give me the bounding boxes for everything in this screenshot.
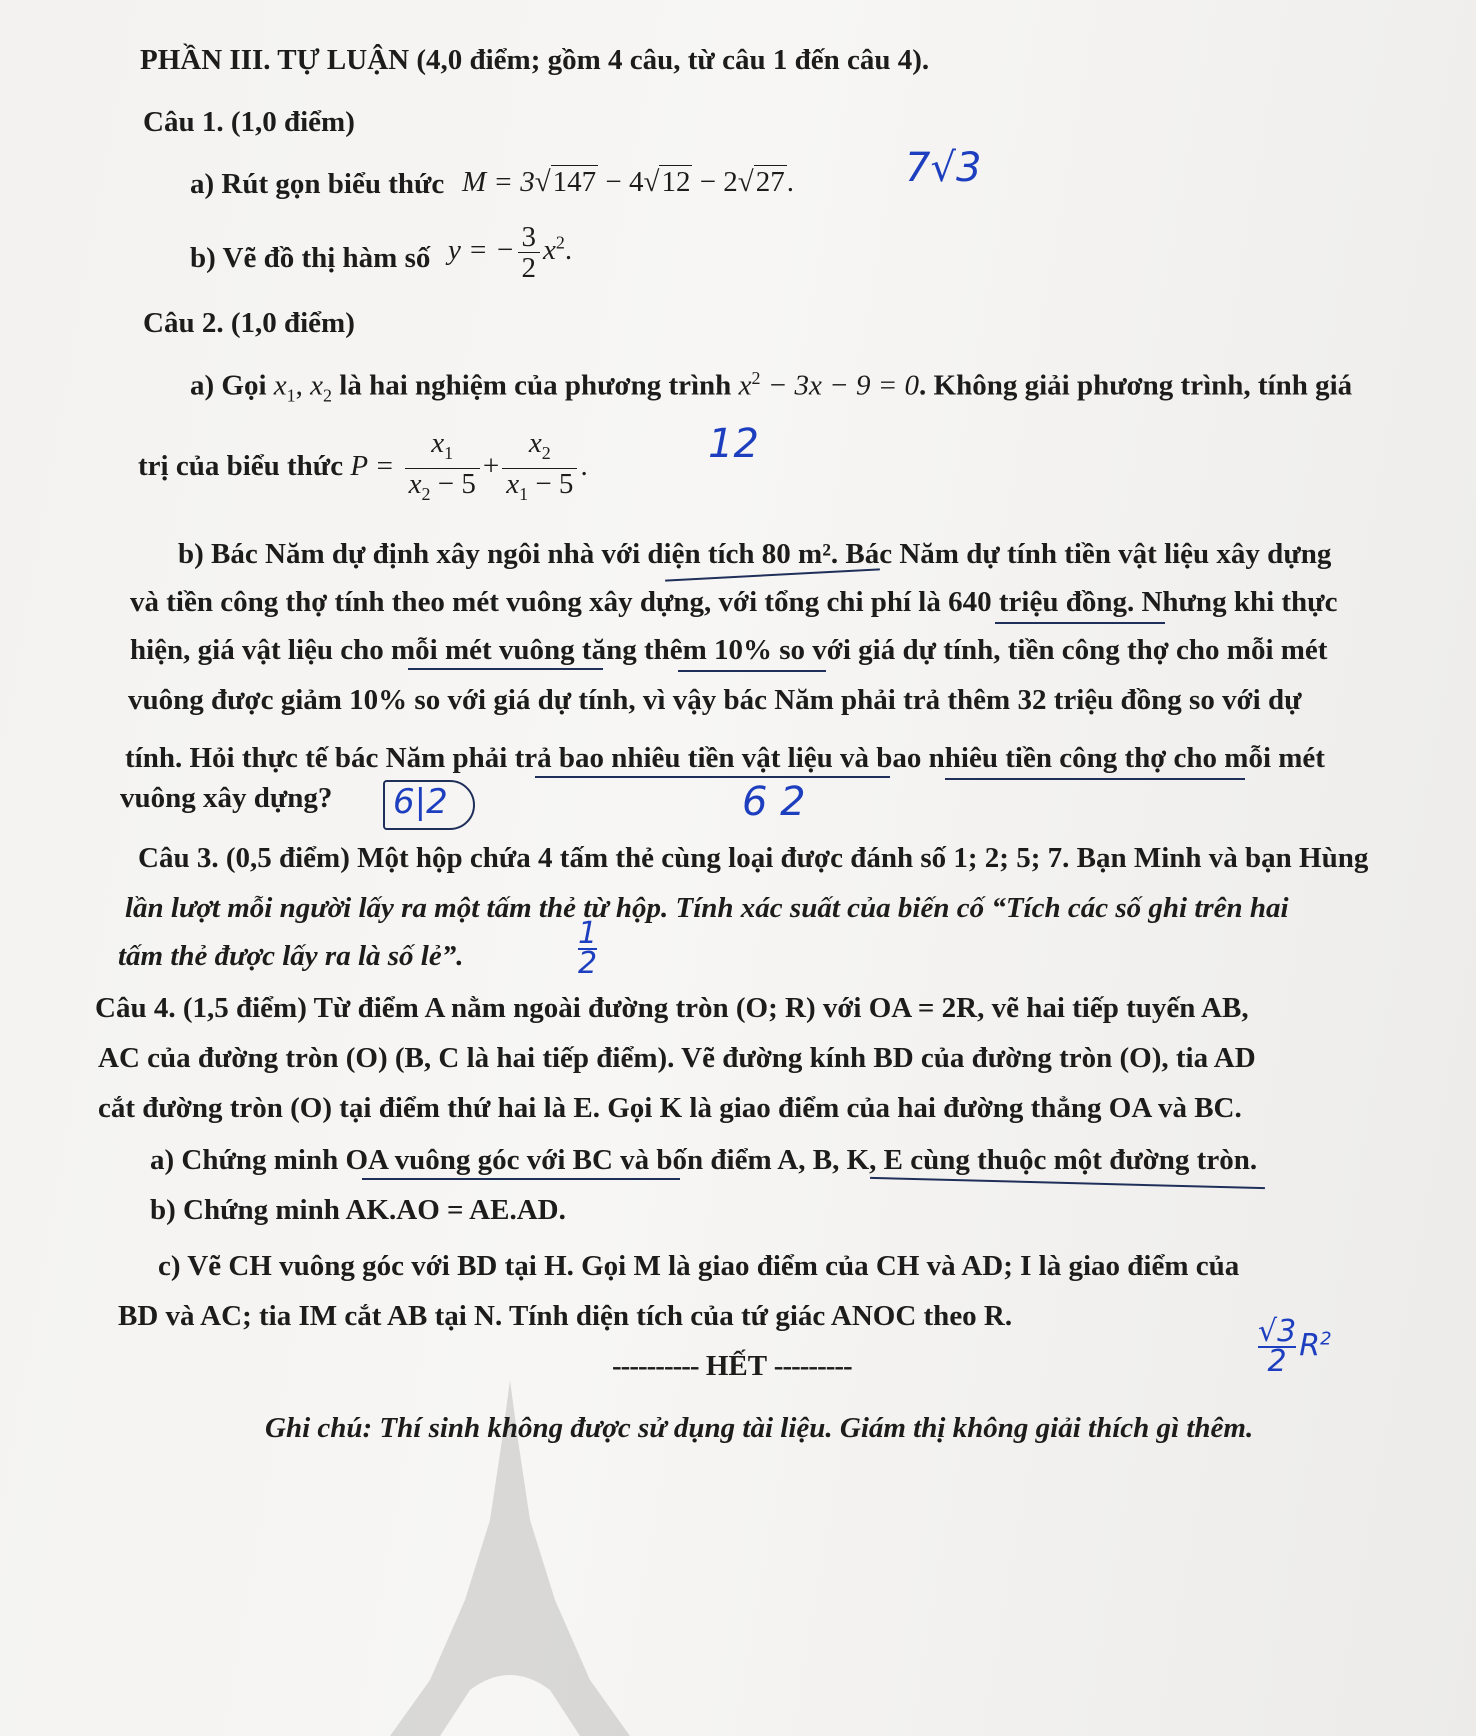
q1-b-exponent: 2 xyxy=(555,232,565,253)
q4-line-1-text: Từ điểm A nằm ngoài đường tròn (O; R) với OA = 2R, vẽ hai tiếp tuyến AB, xyxy=(306,992,1249,1024)
q1-b-label: b) Vẽ đồ thị hàm số xyxy=(190,242,431,274)
q2-a-f1-den-x: x xyxy=(408,467,422,500)
q4-heading: Câu 4. (1,5 điểm) xyxy=(95,992,307,1024)
handwritten-answer-q2b-box: 6|2 xyxy=(393,782,448,822)
q1-a-radicand-3: 27 xyxy=(755,166,785,198)
q2-a-f1-num-x: x xyxy=(431,427,445,459)
end-dash-left: ---------- xyxy=(612,1350,699,1382)
q1-b-den: 2 xyxy=(521,252,537,284)
q1-a-m-prefix: M = 3 xyxy=(462,166,535,198)
q2-a-f2-den xyxy=(502,469,577,509)
q3-line-3: tấm thẻ được lấy ra là số lẻ”. xyxy=(118,940,464,972)
underline-increase xyxy=(678,670,826,672)
q2-b-line-4: vuông được giảm 10% so với giá dự tính, vì vậy bác Năm phải trả thêm 32 triệu đồng so với dự xyxy=(128,684,1302,716)
q3-line-1-text: Một hộp chứa 4 tấm thẻ cùng loại được đánh số 1; 2; 5; 7. Bạn Minh và bạn Hùng xyxy=(349,842,1369,874)
hand-q4c-exp: 2 xyxy=(1320,1328,1332,1350)
q2-heading: Câu 2. (1,0 điểm) xyxy=(143,307,355,339)
end-dash-right: --------- xyxy=(773,1350,852,1382)
q2-a-f1-num-sub: 1 xyxy=(444,442,454,463)
q2-a-x1-sub: 1 xyxy=(286,385,296,406)
hand-q4c-r: R xyxy=(1299,1328,1321,1364)
q1-b-expression xyxy=(448,222,572,283)
underline-material-cost xyxy=(535,776,890,778)
q3-heading: Câu 3. (0,5 điểm) xyxy=(138,842,350,874)
q2-a-comma: , xyxy=(295,369,303,402)
q4-b: b) Chứng minh AK.AO = AE.AD. xyxy=(150,1194,566,1226)
q2-a-f2-num-x: x xyxy=(528,427,542,459)
q1-b-num: 3 xyxy=(518,222,541,253)
q2-a-f2-den-rest: − 5 xyxy=(528,467,574,500)
handwritten-answer-q1a: 7√3 xyxy=(905,145,982,191)
q3-line-1 xyxy=(138,840,1368,876)
underline-per-square-meter xyxy=(408,668,603,670)
q2-a-fraction-2 xyxy=(502,428,577,509)
end-text: HẾT xyxy=(705,1350,767,1382)
q2-a-mid-text: là hai nghiệm của phương trình xyxy=(339,369,732,402)
underline-oa-perpendicular xyxy=(362,1178,680,1180)
q2-a-eq-x: x xyxy=(738,369,752,402)
q2-a-f1-den xyxy=(405,469,480,509)
q2-a-eq-exp: 2 xyxy=(751,368,761,388)
q2-b-line-5: tính. Hỏi thực tế bác Năm phải trả bao nhiêu tiền vật liệu và bao nhiêu tiền công thợ cho mỗi mét xyxy=(125,742,1325,774)
q2-a-f2-den-sub: 1 xyxy=(519,483,529,504)
handwritten-answer-q2b: 6 2 xyxy=(742,779,806,825)
handwritten-answer-q4c xyxy=(1255,1314,1332,1379)
q2-a-plus: + xyxy=(482,449,500,482)
q2-a-x2-sub: 2 xyxy=(323,385,333,406)
q2-a-tail-text: . Không giải phương trình, tính giá xyxy=(919,369,1353,402)
section-title: PHẦN III. TỰ LUẬN (4,0 điểm; gồm 4 câu, từ câu 1 đến câu 4). xyxy=(140,44,930,76)
q2-a-p: P = xyxy=(350,449,395,482)
q1-a-label: a) Rút gọn biểu thức xyxy=(190,168,445,200)
end-marker xyxy=(612,1348,852,1384)
underline-concyclic xyxy=(870,1177,1265,1189)
hand-q4c-num: √3 xyxy=(1258,1314,1297,1349)
underline-labor-cost xyxy=(945,778,1245,780)
q2-a-f1-den-sub: 2 xyxy=(421,483,431,504)
q2-a-line-2 xyxy=(138,428,588,509)
q1-b-end: . xyxy=(564,234,573,267)
q2-a-f2-num-sub: 2 xyxy=(541,442,551,463)
q1-a-mid-1: − 4 xyxy=(598,166,644,198)
handwritten-answer-q3 xyxy=(578,916,598,981)
q2-a-x2: x xyxy=(310,369,324,402)
hand-q4c-den: 2 xyxy=(1267,1344,1287,1379)
q1-a-end: . xyxy=(786,166,794,198)
q1-heading: Câu 1. (1,0 điểm) xyxy=(143,106,355,138)
q3-line-2: lần lượt mỗi người lấy ra một tấm thẻ từ hộp. Tính xác suất của biến cố “Tích các số ghi trên hai xyxy=(125,892,1289,924)
q2-a-x1: x xyxy=(273,369,287,402)
q1-a-mid-2: − 2 xyxy=(692,166,738,198)
q2-a-fraction-1 xyxy=(405,428,480,509)
q4-line-1 xyxy=(95,990,1249,1026)
q2-a-f2-den-x: x xyxy=(506,467,520,500)
q2-a-end: . xyxy=(580,449,588,482)
q2-a-f1-num xyxy=(405,428,480,469)
q1-a-radicand-2: 12 xyxy=(661,166,691,198)
q2-b-line-6: vuông xây dựng? xyxy=(120,782,333,814)
q1-b-fraction xyxy=(518,222,541,283)
q4-line-2: AC của đường tròn (O) (B, C là hai tiếp điểm). Vẽ đường kính BD của đường tròn (O), tia AD xyxy=(98,1042,1256,1074)
q2-a-lead: a) Gọi xyxy=(190,369,267,402)
q4-a: a) Chứng minh OA vuông góc với BC và bốn điểm A, B, K, E cùng thuộc một đường tròn. xyxy=(150,1144,1258,1176)
q1-a-expression: M = 3√147 − 4√12 − 2√27. xyxy=(462,166,794,198)
hand-q3-den: 2 xyxy=(578,946,598,981)
footer-note: Ghi chú: Thí sinh không được sử dụng tài liệu. Giám thị không giải thích gì thêm. xyxy=(265,1412,1254,1444)
q1-b-lhs: y = − xyxy=(448,234,515,267)
q4-line-3: cắt đường tròn (O) tại điểm thứ hai là E. Gọi K là giao điểm của hai đường thẳng OA và BC. xyxy=(98,1092,1242,1124)
q2-b-line-1: b) Bác Năm dự định xây ngôi nhà với diện tích 80 m². Bác Năm dự tính tiền vật liệu xây dựng xyxy=(178,538,1332,570)
handwritten-answer-q2a: 12 xyxy=(708,421,759,467)
q2-a-eq-rest: − 3x − 9 = 0 xyxy=(760,369,920,402)
q2-a-f2-num xyxy=(502,428,577,469)
underline-total-cost xyxy=(995,622,1165,624)
q2-a-line-1 xyxy=(190,360,1352,413)
q4-c-line-1: c) Vẽ CH vuông góc với BD tại H. Gọi M là giao điểm của CH và AD; I là giao điểm của xyxy=(158,1250,1240,1282)
q2-a-line2-lead: trị của biểu thức xyxy=(138,449,344,482)
q2-b-line-3: hiện, giá vật liệu cho mỗi mét vuông tăng thêm 10% so với giá dự tính, tiền công thợ cho mỗi mét xyxy=(130,634,1328,666)
hand-q3-num: 1 xyxy=(578,916,598,951)
q4-c-line-2: BD và AC; tia IM cắt AB tại N. Tính diện tích của tứ giác ANOC theo R. xyxy=(118,1300,1013,1332)
q1-a-radicand-1: 147 xyxy=(552,166,597,198)
q2-a-f1-den-rest: − 5 xyxy=(430,467,476,500)
hand-q4c-frac xyxy=(1258,1314,1297,1379)
q1-b-x: x xyxy=(543,234,556,267)
q2-b-line-2: và tiền công thợ tính theo mét vuông xây dựng, với tổng chi phí là 640 triệu đồng. Nhưng khi thực xyxy=(130,586,1338,618)
